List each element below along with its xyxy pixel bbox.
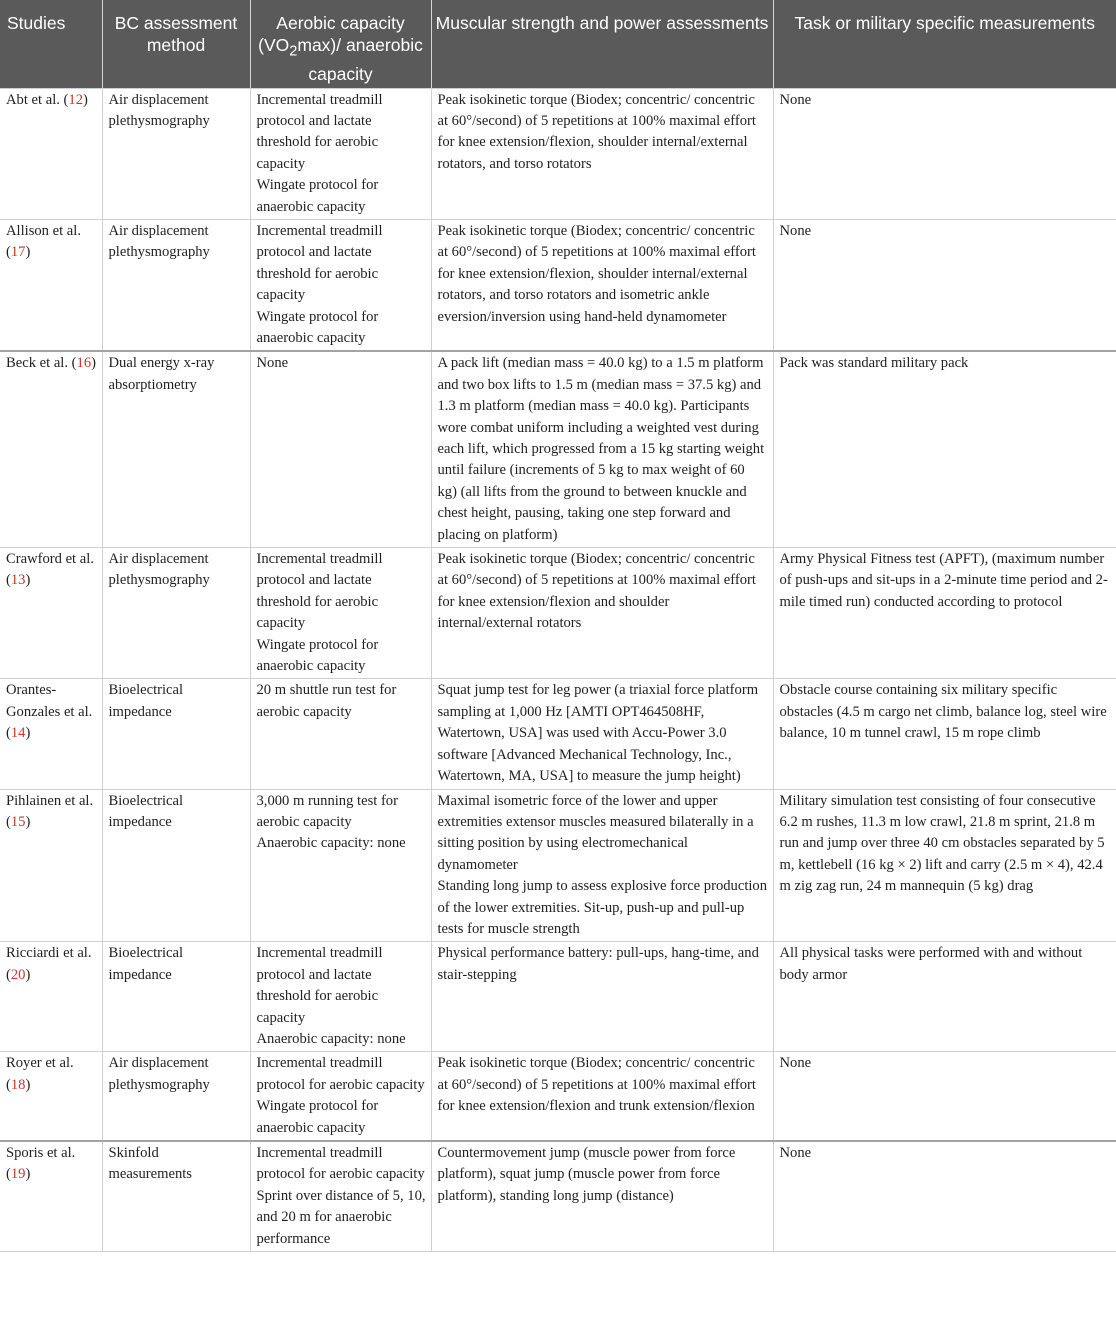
header-studies: Studies — [0, 0, 102, 88]
cell-study: Abt et al. (12) — [0, 88, 102, 219]
table-row — [0, 1141, 1116, 1252]
cell-study: Royer et al. (18) — [0, 1052, 102, 1141]
cell-aerobic-line: Incremental treadmill protocol and lactate threshold for aerobic capacity — [256, 91, 383, 172]
cell-aerobic — [250, 789, 431, 942]
cell-aerobic — [250, 548, 431, 679]
cell-military — [773, 351, 1116, 547]
table-row — [0, 219, 1116, 351]
cell-bc-method: Bioelectrical impedance — [102, 942, 250, 1052]
table-row — [0, 789, 1116, 942]
cell-military-line: None — [779, 1055, 812, 1072]
table-row — [0, 942, 1116, 1052]
cell-aerobic-line: Wingate protocol for anaerobic capacity — [256, 1098, 379, 1136]
cell-study: Pihlainen et al. (15) — [0, 789, 102, 942]
cell-military-line: None — [779, 91, 812, 108]
cell-strength-line: Peak isokinetic torque (Biodex; concentric/ concentric at 60°/second) of 5 repetitions at 100% maximal effort for knee extension/flexion, shoulder internal/external rotators, and torso rotators and isometric ankle eversion/inversion using hand-held dynamometer — [437, 222, 756, 325]
cell-military — [773, 548, 1116, 679]
cell-bc-method: Bioelectrical impedance — [102, 679, 250, 789]
cell-military — [773, 219, 1116, 351]
header-strength: Muscular strength and power assessments — [431, 0, 773, 88]
cell-study: Sporis et al. (19) — [0, 1141, 102, 1252]
cell-aerobic — [250, 88, 431, 219]
cell-strength — [431, 789, 773, 942]
cell-bc-method: Air displacement plethysmography — [102, 1052, 250, 1141]
table-row — [0, 351, 1116, 547]
cell-aerobic — [250, 351, 431, 547]
header-aerobic-pre: Aerobic capacity (VO — [258, 13, 405, 55]
cell-aerobic — [250, 219, 431, 351]
header-aerobic-post: max)/ anaerobic capacity — [297, 35, 423, 84]
cell-study: Crawford et al. (13) — [0, 548, 102, 679]
table-row — [0, 88, 1116, 219]
reference-link[interactable]: 19 — [10, 1166, 26, 1183]
table-header — [0, 0, 1116, 88]
cell-bc-method: Dual energy x-ray absorptiometry — [102, 351, 250, 547]
cell-study: Beck et al. (16) — [0, 351, 102, 547]
header-bc-method: BC assessment method — [102, 0, 250, 88]
study-name: Crawford et al. — [6, 551, 94, 568]
cell-aerobic-line: 20 m shuttle run test for aerobic capacity — [256, 682, 397, 720]
cell-military-line: All physical tasks were performed with and without body armor — [779, 945, 1083, 983]
cell-strength-line: Standing long jump to assess explosive force production of the lower extremities. Sit-up, push-up and pull-up tests for muscle strength — [437, 878, 768, 937]
study-name: Orantes-Gonzales et al. — [6, 682, 93, 720]
reference-link[interactable]: 17 — [10, 244, 26, 261]
study-name: Pihlainen et al. — [6, 792, 94, 809]
cell-strength-line: Squat jump test for leg power (a triaxial force platform sampling at 1,000 Hz [AMTI OPT464508HF, Watertown, USA] was used with Accu-Power 3.0 software [Advanced Mechanical Technology, Inc., Watertown, MA, USA] to measure the jump height) — [437, 682, 759, 785]
reference-link[interactable]: 20 — [10, 966, 26, 983]
reference-link[interactable]: 14 — [10, 725, 26, 742]
header-row — [0, 0, 1116, 88]
table-body — [0, 88, 1116, 1252]
cell-strength — [431, 88, 773, 219]
table-row — [0, 679, 1116, 789]
cell-aerobic-line: 3,000 m running test for aerobic capacity — [256, 792, 398, 830]
cell-aerobic-line: Anaerobic capacity: none — [256, 835, 406, 852]
cell-military — [773, 789, 1116, 942]
reference-link[interactable]: 18 — [10, 1076, 26, 1093]
cell-aerobic — [250, 679, 431, 789]
table-row — [0, 548, 1116, 679]
reference-link[interactable]: 15 — [10, 813, 26, 830]
cell-strength-line: Maximal isometric force of the lower and upper extremities extensor muscles measured bilaterally in a sitting position by using electromechanical dynamometer — [437, 792, 754, 873]
cell-strength — [431, 679, 773, 789]
cell-aerobic-line: Wingate protocol for anaerobic capacity — [256, 308, 379, 346]
cell-strength — [431, 351, 773, 547]
cell-study: Orantes-Gonzales et al. (14) — [0, 679, 102, 789]
cell-bc-method: Air displacement plethysmography — [102, 219, 250, 351]
cell-aerobic-line: Incremental treadmill protocol for aerobic capacity — [256, 1145, 425, 1183]
cell-aerobic-line: Incremental treadmill protocol and lactate threshold for aerobic capacity — [256, 945, 383, 1026]
cell-military-line: Pack was standard military pack — [779, 355, 969, 372]
cell-strength — [431, 548, 773, 679]
cell-aerobic-line: Wingate protocol for anaerobic capacity — [256, 636, 379, 675]
cell-strength-line: A pack lift (median mass = 40.0 kg) to a 1.5 m platform and two box lifts to 1.5 m (median mass = 37.5 kg) and 1.3 m platform (median mass = 40.0 kg). Participants wore combat uniform including a weighted vest during each lift, which progressed from a 15 kg starting weight until failure (increments of 5 kg to max weight of 60 kg) (all lifts from the ground to between knuckle and chest height, pausing, taking one step forward and placing on platform) — [437, 355, 765, 543]
cell-strength — [431, 1052, 773, 1141]
reference-link[interactable]: 13 — [10, 572, 26, 589]
cell-military — [773, 942, 1116, 1052]
cell-aerobic — [250, 942, 431, 1052]
cell-strength — [431, 942, 773, 1052]
cell-aerobic-line: Sprint over distance of 5, 10, and 20 m for anaerobic performance — [256, 1187, 426, 1247]
cell-strength — [431, 1141, 773, 1252]
study-name: Abt et al. — [6, 91, 60, 108]
cell-military-line: None — [779, 1145, 812, 1161]
cell-military-line: Obstacle course containing six military specific obstacles (4.5 m cargo net climb, balance log, steel wire balance, 10 m tunnel crawl, 15 m rope climb — [779, 682, 1107, 742]
cell-military — [773, 679, 1116, 789]
cell-strength-line: Physical performance battery: pull-ups, hang-time, and stair-stepping — [437, 945, 759, 983]
cell-aerobic-line: Incremental treadmill protocol and lactate threshold for aerobic capacity — [256, 551, 383, 632]
cell-bc-method: Air displacement plethysmography — [102, 548, 250, 679]
cell-military-line: None — [779, 222, 812, 239]
table-row — [0, 1052, 1116, 1141]
cell-bc-method: Bioelectrical impedance — [102, 789, 250, 942]
study-name: Royer et al. — [6, 1055, 74, 1072]
cell-aerobic — [250, 1141, 431, 1252]
header-aerobic-sub: 2 — [289, 43, 298, 60]
study-name: Sporis et al. — [6, 1145, 76, 1161]
cell-study: Ricciardi et al. (20) — [0, 942, 102, 1052]
cell-aerobic — [250, 1052, 431, 1141]
cell-bc-method: Air displacement plethysmography — [102, 88, 250, 219]
cell-military — [773, 88, 1116, 219]
study-name: Beck et al. — [6, 355, 68, 372]
cell-bc-method: Skinfold measurements — [102, 1141, 250, 1252]
cell-aerobic-line: Wingate protocol for anaerobic capacity — [256, 177, 379, 215]
cell-military — [773, 1052, 1116, 1141]
cell-study: Allison et al. (17) — [0, 219, 102, 351]
cell-strength-line: Peak isokinetic torque (Biodex; concentric/ concentric at 60°/second) of 5 repetitions at 100% maximal effort for knee extension/flexion, shoulder internal/external rotators, and torso rotators — [437, 91, 756, 172]
reference-link[interactable]: 12 — [68, 91, 84, 108]
cell-aerobic-line: Incremental treadmill protocol and lactate threshold for aerobic capacity — [256, 222, 383, 304]
cell-strength — [431, 219, 773, 351]
header-military: Task or military specific measurements — [773, 0, 1116, 88]
cell-aerobic-line: None — [256, 355, 289, 372]
study-name: Ricciardi et al. — [6, 945, 92, 962]
cell-military — [773, 1141, 1116, 1252]
cell-military-line: Military simulation test consisting of four consecutive 6.2 m rushes, 11.3 m low crawl, 21.8 m sprint, 21.8 m run and jump over three 40 cm obstacles separated by 5 m, kettlebell (16 kg × 2) lift and carry (2.5 m × 4), 42.4 m zig zag run, 24 m mannequin (5 kg) drag — [779, 792, 1105, 895]
cell-military-line: Army Physical Fitness test (APFT), (maximum number of push-ups and sit-ups in a 2-minute time period and 2-mile timed run) conducted according to protocol — [779, 551, 1108, 610]
header-aerobic — [250, 0, 431, 88]
cell-aerobic-line: Anaerobic capacity: none — [256, 1030, 406, 1047]
cell-strength-line: Peak isokinetic torque (Biodex; concentric/ concentric at 60°/second) of 5 repetitions at 100% maximal effort for knee extension/flexion and trunk extension/flexion — [437, 1055, 756, 1115]
study-name: Allison et al. — [6, 222, 81, 239]
cell-strength-line: Peak isokinetic torque (Biodex; concentric/ concentric at 60°/second) of 5 repetitions at 100% maximal effort for knee extension/flexion and shoulder internal/external rotators — [437, 551, 756, 632]
cell-aerobic-line: Incremental treadmill protocol for aerobic capacity — [256, 1055, 425, 1093]
cell-strength-line: Countermovement jump (muscle power from force platform), squat jump (muscle power from force platform), standing long jump (distance) — [437, 1145, 736, 1204]
reference-link[interactable]: 16 — [76, 355, 92, 372]
